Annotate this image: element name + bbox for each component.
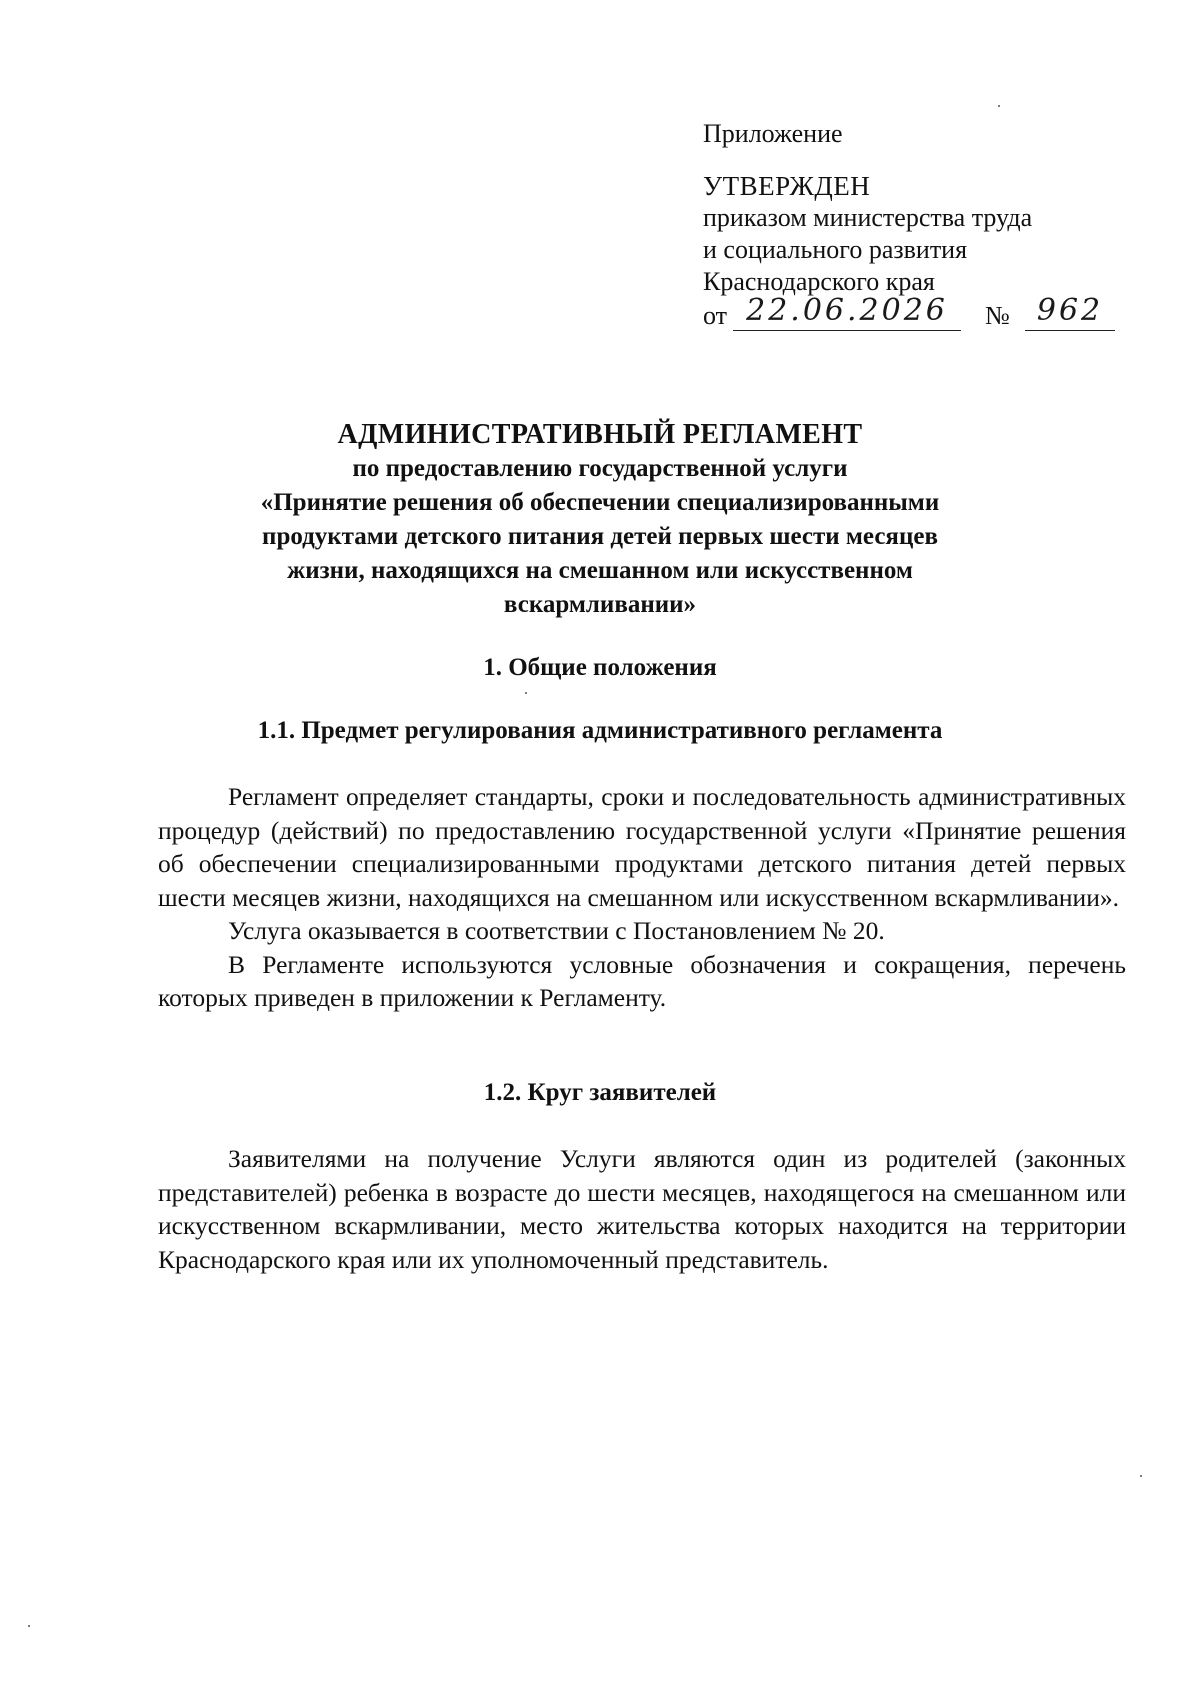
handwritten-number: 962	[1025, 292, 1115, 331]
scan-speck	[525, 692, 527, 694]
section-heading: 1. Общие положения	[483, 654, 717, 681]
document-title	[150, 418, 1050, 622]
number-prefix: №	[985, 301, 1010, 330]
title-subline: продуктами детского питания детей первых шести месяцев	[262, 523, 938, 550]
title-subline: «Принятие решения об обеспечении специализированными	[260, 489, 940, 516]
paragraph: Услуга оказывается в соответствии с Постановлением № 20.	[228, 916, 885, 945]
approval-block	[703, 118, 1123, 336]
approval-line: и социального развития	[703, 235, 968, 264]
approved-label: УТВЕРЖДЕН	[703, 171, 871, 201]
subsection-body	[158, 780, 1126, 1015]
scan-speck	[1140, 1475, 1142, 1477]
approval-line: Краснодарского края	[703, 267, 935, 296]
title-subline: по предоставлению государственной услуги	[352, 455, 848, 482]
date-prefix: от	[703, 301, 728, 330]
scan-speck	[28, 1625, 30, 1627]
subsection-heading: 1.1. Предмет регулирования административного регламента	[257, 717, 943, 744]
paragraph: В Регламенте используются условные обозначения и сокращения, перечень которых приведен в приложении к Регламенту.	[158, 949, 1126, 1012]
title-main: АДМИНИСТРАТИВНЫЙ РЕГЛАМЕНТ	[337, 419, 863, 450]
title-subline: жизни, находящихся на смешанном или искусственном	[287, 557, 913, 584]
handwritten-date: 22.06.2026	[733, 292, 961, 331]
subsection-heading: 1.2. Круг заявителей	[483, 1079, 717, 1106]
scan-speck	[998, 105, 1000, 107]
title-subline: вскармливании»	[503, 591, 697, 618]
approval-line: приказом министерства труда	[703, 203, 1033, 232]
appendix-label: Приложение	[703, 119, 843, 148]
order-date-number-line	[703, 293, 1123, 336]
subsection-body	[158, 1142, 1126, 1276]
paragraph: Регламент определяет стандарты, сроки и последовательность административных процедур (действий) по предоставлению государственной услуги «Принятие решения об обеспечении специализированными продуктами детского питания детей первых шести месяцев жизни, находящихся на смешанном или искусственном вскармливании».	[158, 782, 1126, 912]
paragraph: Заявителями на получение Услуги являются один из родителей (законных представителей) ребенка в возрасте до шести месяцев, находящегося на смешанном или искусственном вскармливании, место жительства которых находится на территории Краснодарского края или их уполномоченный представитель.	[158, 1144, 1126, 1274]
